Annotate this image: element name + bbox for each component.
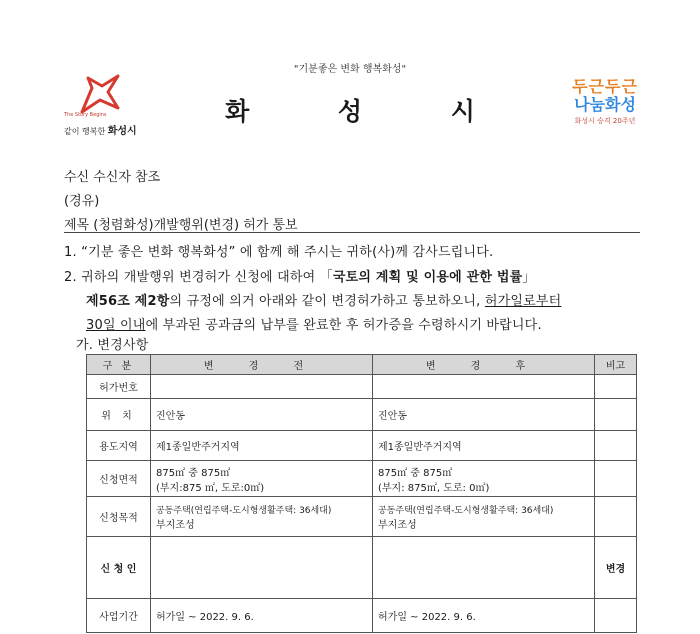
changes-table	[86, 354, 637, 633]
table-row	[87, 497, 637, 537]
subsection-title: 가. 변경사항	[76, 338, 149, 353]
area-before-total: 875㎡ 중 875㎡	[156, 467, 231, 479]
cell-after: 제1종일반주거지역	[373, 431, 595, 461]
p2-mid: 의 규정에 의거 아래와 같이 변경허가하고 통보하오니,	[169, 294, 485, 309]
table-row	[87, 461, 637, 497]
cell-after	[373, 537, 595, 599]
table-row	[87, 431, 637, 461]
p2-suffix: 」	[522, 270, 536, 285]
cell-after	[373, 497, 595, 537]
row-label: 용도지역	[87, 431, 151, 461]
paragraph-2-line1	[64, 266, 536, 285]
header-before: 변 경 전	[151, 355, 373, 375]
cell-after	[373, 461, 595, 497]
paragraph-2-line3	[86, 314, 542, 333]
paragraph-1: 1. “기분 좋은 변화 행복화성” 에 함께 해 주시는 귀하(사)께 감사드립니다.	[64, 245, 494, 260]
p2-rest: 에 부과된 공과금의 납부를 완료한 후 허가증을 수령하시기 바랍니다.	[145, 318, 542, 333]
table-row	[87, 399, 637, 431]
slogan: "기분좋은 변화 행복화성"	[293, 64, 407, 75]
cell-before	[151, 375, 373, 399]
logo-tagline: The Story Begins	[64, 112, 107, 118]
cell-after: 허가일 ~ 2022. 9. 6.	[373, 599, 595, 633]
row-label: 사업기간	[87, 599, 151, 633]
area-after-total: 875㎡ 중 875㎡	[378, 467, 453, 479]
header-after: 변 경 후	[373, 355, 595, 375]
cell-note	[595, 431, 637, 461]
cell-note	[595, 599, 637, 633]
cell-before: 허가일 ~ 2022. 9. 6.	[151, 599, 373, 633]
row-label: 신청목적	[87, 497, 151, 537]
row-label: 신 청 인	[87, 537, 151, 599]
cell-before: 진안동	[151, 399, 373, 431]
law-name: 국토의 계획 및 이용에 관한 법률	[332, 270, 523, 285]
subject-line: 제목 (청렴화성)개발행위(변경) 허가 통보	[64, 218, 298, 233]
cell-note	[595, 399, 637, 431]
paragraph-2-line2	[86, 290, 561, 309]
p2-prefix: 2. 귀하의 개발행위 변경허가 신청에 대하여 「	[64, 270, 333, 285]
table-header-row	[87, 355, 637, 375]
law-article: 제56조 제2항	[86, 294, 170, 309]
cell-note	[595, 375, 637, 399]
anniversary-logo-line2: 나눔화성	[574, 95, 636, 114]
table-row	[87, 375, 637, 399]
header-category: 구 분	[87, 355, 151, 375]
cell-after	[373, 375, 595, 399]
cell-before: 제1종일반주거지역	[151, 431, 373, 461]
purpose-before-l2: 부지조성	[156, 519, 195, 531]
anniversary-logo-line3: 화성시 승격 20주년	[574, 117, 636, 125]
logo-caption-city: 화성시	[107, 126, 137, 137]
cell-before	[151, 461, 373, 497]
deadline-start: 허가일로부터	[484, 294, 562, 309]
header-note: 비고	[595, 355, 637, 375]
purpose-before-l1: 공동주택(연립주택-도시형생활주택: 36세대)	[156, 505, 332, 516]
row-label: 신청면적	[87, 461, 151, 497]
cell-note	[595, 461, 637, 497]
purpose-after-l2: 부지조성	[378, 519, 417, 531]
anniversary-logo	[565, 78, 645, 138]
row-label: 위 치	[87, 399, 151, 431]
cell-before	[151, 537, 373, 599]
area-after-detail: (부지: 875㎡, 도로: 0㎡)	[378, 482, 490, 494]
table-row	[87, 599, 637, 633]
cell-after: 진안동	[373, 399, 595, 431]
recipient-line: 수신 수신자 참조	[64, 170, 161, 185]
table-row	[87, 537, 637, 599]
row-label: 허가번호	[87, 375, 151, 399]
header-divider	[64, 232, 640, 233]
via-line: (경유)	[64, 194, 100, 209]
anniversary-logo-line1: 두근두근	[572, 77, 638, 96]
document-title: 화 성 시	[225, 97, 515, 126]
cell-note: 변경	[595, 537, 637, 599]
deadline-end: 30일 이내	[86, 318, 146, 333]
area-before-detail: (부지:875 ㎡, 도로:0㎡)	[156, 482, 265, 494]
logo-caption-small: 같이 행복한	[64, 127, 106, 136]
purpose-after-l1: 공동주택(연립주택-도시형생활주택: 36세대)	[378, 505, 554, 516]
cell-before	[151, 497, 373, 537]
cell-note	[595, 497, 637, 537]
